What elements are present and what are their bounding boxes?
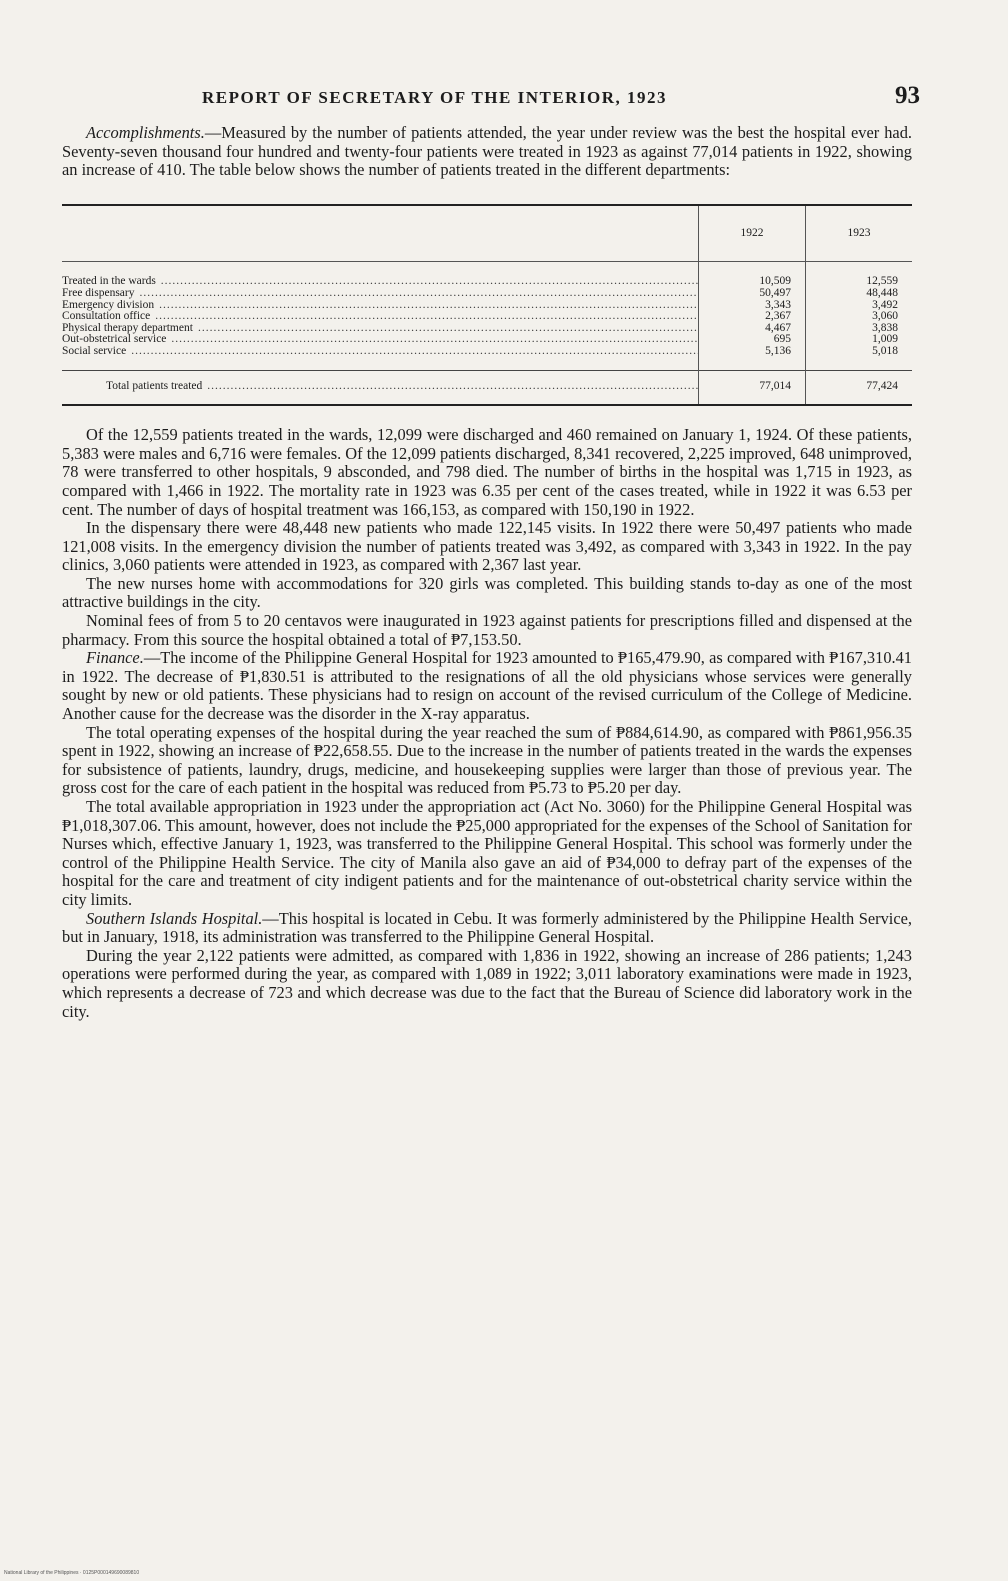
page-number: 93	[895, 82, 920, 109]
total-1923: 77,424	[806, 370, 913, 405]
cell-1923: 3,060	[806, 311, 913, 323]
paragraph	[62, 910, 912, 947]
paragraph-text: During the year 2,122 patients were admitted, as compared with 1,836 in 1922, showing an increase of 286 patients; 1,243 operations were performed during the year, as compared with 1,089 in 1922; 3,011 laboratory examinations were made in 1923, which represents a decrease of 723 and which decrease was due to the fact that the Bureau of Science did laboratory work in the city.	[62, 945, 912, 1021]
col-header-1922: 1922	[699, 205, 806, 262]
cell-1923: 3,838	[806, 323, 913, 335]
cell-1923: 1,009	[806, 334, 913, 346]
table-header-row	[62, 205, 912, 262]
cell-1922: 3,343	[699, 300, 806, 312]
document-page	[62, 78, 920, 1021]
cell-1923: 48,448	[806, 288, 913, 300]
table-header-blank	[62, 205, 699, 262]
col-header-1923: 1923	[806, 205, 913, 262]
paragraph	[62, 575, 912, 612]
cell-1923: 12,559	[806, 262, 913, 288]
paragraph	[62, 649, 912, 723]
intro-lead: Accomplishments.	[86, 123, 205, 142]
paragraph-text: In the dispensary there were 48,448 new patients who made 122,145 visits. In 1922 there were 50,497 patients who made 121,008 visits. In the emergency division the number of patients treated was 3,492, as compared with 3,343 in 1922. In the pay clinics, 3,060 patients were attended in 1923, as compared with 2,367 last year.	[62, 518, 912, 575]
row-label: Consultation office	[62, 311, 151, 323]
total-label: Total patients treated	[106, 380, 203, 392]
total-1922: 77,014	[699, 370, 806, 405]
table-row	[62, 311, 912, 323]
paragraph	[62, 519, 912, 575]
paragraph	[62, 724, 912, 798]
paragraph-lead: Finance.	[86, 648, 144, 668]
row-label: Physical therapy department	[62, 322, 193, 334]
cell-1922: 5,136	[699, 346, 806, 370]
paragraph	[62, 612, 912, 649]
row-label: Out-obstetrical service	[62, 334, 167, 346]
table-row	[62, 288, 912, 300]
row-label: Treated in the wards	[62, 276, 156, 288]
paragraph-text: Of the 12,559 patients treated in the wards, 12,099 were discharged and 460 remained on January 1, 1924. Of these patients, 5,383 were males and 6,716 were females. Of the 12,099 patients discharged, 8,341 recovered, 2,225 improved, 648 unimproved, 78 were transferred to other hospitals, 9 absconded, and 798 died. The number of births in the hospital was 1,715 in 1923, as compared with 1,466 in 1922. The mortality rate in 1923 was 6.35 per cent of the cases treated, while in 1922 it was 6.53 per cent. The number of days of hospital treatment was 166,153, as compared with 150,190 in 1922.	[62, 425, 912, 519]
paragraph	[62, 947, 912, 1021]
intro-paragraph	[62, 124, 912, 180]
body-text	[62, 426, 912, 1021]
intro-text: —Measured by the number of patients attended, the year under review was the best the hospital ever had. Seventy-seven thousand four hundred and twenty-four patients were treated in 1923 as against 77,014 patients in 1922, showing an increase of 410. The table below shows the number of patients treated in the different departments:	[62, 123, 912, 180]
paragraph-text: —This hospital is located in Cebu. It was formerly administered by the Philippine Health Service, but in January, 1918, its administration was transferred to the Philippine General Hospital.	[62, 908, 912, 947]
cell-1923: 5,018	[806, 346, 913, 370]
paragraph	[62, 426, 912, 519]
row-label: Social service	[62, 345, 127, 357]
patients-table	[62, 204, 912, 406]
paragraph-text: —The income of the Philippine General Hospital for 1923 amounted to ₱165,479.90, as compared with ₱167,310.41 in 1922. The decrease of ₱1,830.51 is attributed to the resignations of all the old physicians whose services were generally sought by new or old patients. These physicians had to resign on account of the revised curriculum of the College of Medicine. Another cause for the decrease was the disorder in the X-ray apparatus.	[62, 648, 912, 724]
page-header	[62, 78, 920, 118]
table-row	[62, 262, 912, 288]
cell-1922: 2,367	[699, 311, 806, 323]
paragraph	[62, 798, 912, 910]
row-label: Free dispensary	[62, 287, 135, 299]
paragraph-text: The total operating expenses of the hospital during the year reached the sum of ₱884,614.90, as compared with ₱861,956.35 spent in 1922, showing an increase of ₱22,658.55. Due to the increase in the number of patients treated in the wards the expenses for subsistence of patients, laundry, drugs, medicine, and housekeeping supplies were larger than those of previous year. The gross cost for the care of each patient in the hospital was reduced from ₱5.73 to ₱5.20 per day.	[62, 722, 912, 798]
cell-1923: 3,492	[806, 300, 913, 312]
cell-1922: 10,509	[699, 262, 806, 288]
running-head: REPORT OF SECRETARY OF THE INTERIOR, 1923	[202, 88, 668, 107]
table-total-row	[62, 370, 912, 405]
paragraph-lead: Southern Islands Hospital.	[86, 908, 263, 928]
paragraph-text: Nominal fees of from 5 to 20 centavos were inaugurated in 1923 against patients for prescriptions filled and dispensed at the pharmacy. From this source the hospital obtained a total of ₱7,153.50.	[62, 611, 912, 649]
cell-1922: 4,467	[699, 323, 806, 335]
row-label: Emergency division	[62, 299, 155, 311]
paragraph-text: The total available appropriation in 1923 under the appropriation act (Act No. 3060) for the Philippine General Hospital was ₱1,018,307.06. This amount, however, does not include the ₱25,000 appropriated for the expenses of the School of Sanitation for Nurses which, effective January 1, 1923, was transferred to the Philippine General Hospital. This school was formerly under the control of the Philippine Health Service. The city of Manila also gave an aid of ₱34,000 to defray part of the expenses of the hospital for the care and treatment of city indigent patients and for the maintenance of out-obstetrical charity service within the city limits.	[62, 797, 912, 909]
cell-1922: 50,497	[699, 288, 806, 300]
table-row	[62, 346, 912, 370]
cell-1922: 695	[699, 334, 806, 346]
library-credit: National Library of the Philippines · 0125P000149690089810	[4, 1570, 140, 1576]
paragraph-text: The new nurses home with accommodations for 320 girls was completed. This building stands to-day as one of the most attractive buildings in the city.	[62, 573, 912, 612]
